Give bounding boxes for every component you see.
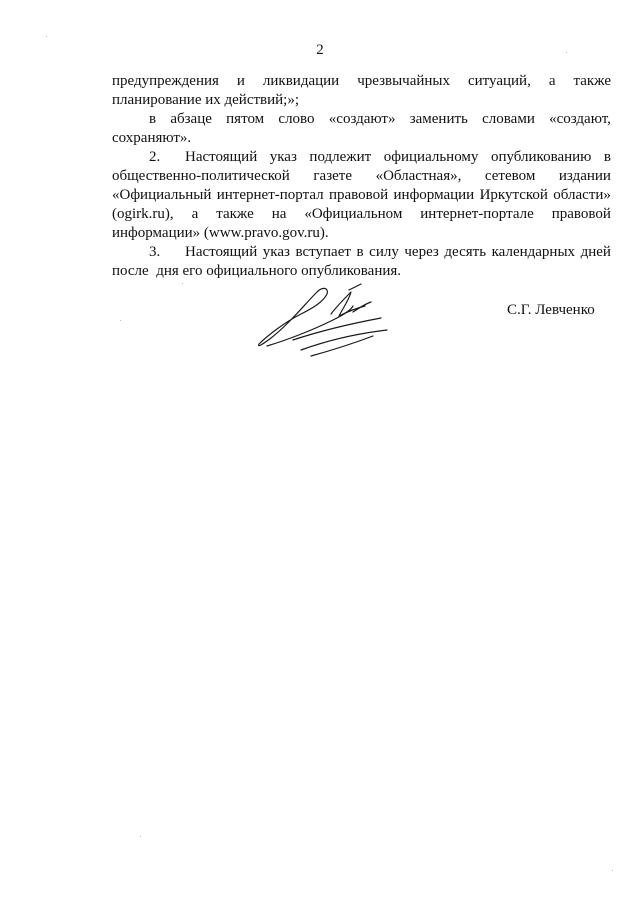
scan-speck <box>566 52 567 53</box>
word: словами <box>482 111 535 127</box>
word: Настоящий <box>185 149 258 165</box>
word: общественно-политической <box>112 168 290 184</box>
word: сетевом <box>484 168 536 184</box>
scan-speck <box>120 320 121 321</box>
body-line-2: планирование их действий;»; <box>112 92 300 108</box>
handwritten-signature <box>253 280 393 360</box>
word: в <box>603 149 611 165</box>
word: указ <box>262 244 290 260</box>
word: десять <box>444 244 487 260</box>
word: календарных <box>491 244 576 260</box>
body-line-4: сохраняют». <box>112 130 192 146</box>
word: слово <box>278 111 315 127</box>
word: области» <box>553 187 611 203</box>
word: опубликованию <box>490 149 592 165</box>
word: (ogirk.ru), <box>112 206 174 222</box>
body-line-7 <box>112 186 611 205</box>
word: предупреждения <box>112 73 219 89</box>
word: «создают, <box>549 111 611 127</box>
page-number: 2 <box>316 42 324 58</box>
item-3-with-first-word <box>149 243 257 262</box>
body-line-3 <box>112 110 611 129</box>
word: чрезвычайных <box>357 73 451 89</box>
word: газете <box>313 168 353 184</box>
word: а <box>548 73 556 89</box>
word: силу <box>369 244 399 260</box>
word: правовой <box>328 187 389 203</box>
word: официальному <box>383 149 479 165</box>
body-line-5 <box>112 148 611 167</box>
word: интернет-портал <box>216 187 324 203</box>
scan-speck <box>140 836 141 837</box>
body-line-8 <box>112 205 611 224</box>
word: интернет-портале <box>420 206 534 222</box>
word: «Областная», <box>375 168 462 184</box>
word: «создают» <box>328 111 396 127</box>
word: подлежит <box>309 149 372 165</box>
word: абзаце <box>170 111 212 127</box>
word: заменить <box>409 111 468 127</box>
word: ситуаций, <box>468 73 531 89</box>
word: указ <box>269 149 297 165</box>
body-line-9: информации» (www.pravo.gov.ru). <box>112 225 329 241</box>
word: а <box>191 206 199 222</box>
word: правовой <box>551 206 611 222</box>
word: пятом <box>226 111 265 127</box>
word: в <box>356 244 364 260</box>
word: дней <box>580 244 611 260</box>
signatory-name: С.Г. Левченко <box>507 302 595 318</box>
word: ликвидации <box>262 73 340 89</box>
word: также <box>216 206 254 222</box>
item-number: 3. <box>149 244 161 260</box>
word: вступает <box>295 244 351 260</box>
item-2-with-first-word <box>149 148 257 167</box>
scan-speck <box>182 283 183 284</box>
body-line-11: после дня его официального опубликования. <box>112 263 402 279</box>
word: издании <box>558 168 611 184</box>
word: «Официальном <box>304 206 403 222</box>
document-body <box>112 72 611 281</box>
word: на <box>271 206 287 222</box>
word: и <box>236 73 245 89</box>
word: через <box>404 244 439 260</box>
word: также <box>573 73 611 89</box>
scan-speck <box>46 36 47 37</box>
word: «Официальный <box>112 187 212 203</box>
item-number: 2. <box>149 149 161 165</box>
word: Настоящий <box>185 244 258 260</box>
word: в <box>149 111 157 127</box>
scan-speck <box>612 870 613 871</box>
body-line-10 <box>112 243 611 262</box>
body-line-6 <box>112 167 611 186</box>
word: информации <box>393 187 475 203</box>
word: Иркутской <box>479 187 548 203</box>
body-line-1 <box>112 72 611 91</box>
